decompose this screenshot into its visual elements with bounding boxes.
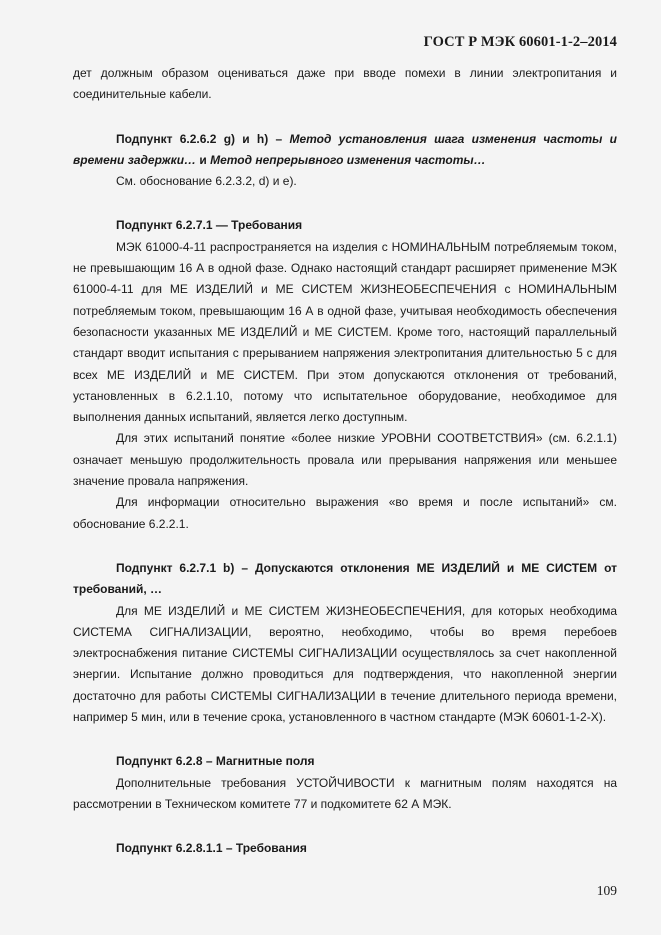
paragraph: Дополнительные требования УСТОЙЧИВОСТИ к магнитным полям находятся на рассмотрении в Техническом комитете 77 и подкомитете 62 А МЭК. — [73, 775, 617, 811]
subclause-title-a: Метод установления шага изменения частоты и времени задержки… — [73, 131, 618, 167]
subclause-heading-6-2-7-1-b: Подпункт 6.2.7.1 b) – Допускаются отклонения МЕ ИЗДЕЛИЙ и МЕ СИСТЕМ от требований, … — [73, 560, 617, 597]
document-header: ГОСТ Р МЭК 60601-1-2–2014 — [423, 34, 617, 50]
subclause-label: Подпункт 6.2.6.2 g) и h) – — [116, 131, 290, 146]
subclause-heading-6-2-8-1-1: Подпункт 6.2.8.1.1 – Требования — [116, 841, 307, 856]
page-number: 109 — [596, 883, 617, 898]
subclause-conjunction: и — [196, 152, 211, 167]
document-body — [73, 63, 617, 860]
paragraph: Для информации относительно выражения «во время и после испытаний» см. обоснование 6.2.2.1. — [73, 495, 617, 531]
paragraph-continued: дет должным образом оцениваться даже при вводе помехи в линии электропитания и соединительные кабели. — [73, 66, 617, 102]
subclause-heading-6-2-7-1: Подпункт 6.2.7.1 — Требования — [116, 218, 303, 233]
subclause-heading-6-2-8: Подпункт 6.2.8 – Магнитные поля — [116, 754, 315, 769]
paragraph: Для этих испытаний понятие «более низкие УРОВНИ СООТВЕТСТВИЯ» (см. 6.2.1.1) означает меньшую продолжительность провала или прерывания напряжения или меньшее значение провала напряжения. — [73, 431, 617, 489]
paragraph: МЭК 61000-4-11 распространяется на изделия с НОМИНАЛЬНЫМ потребляемым током, не превышающим 16 А в одной фазе. Однако настоящий стандарт расширяет применение МЭК 61000-4-11 для МЕ ИЗДЕЛИЙ и МЕ СИСТЕМ ЖИЗНЕОБЕСПЕЧЕНИЯ с НОМИНАЛЬНЫМ потребляемым током, превышающим 16 А в одной фазе, учитывая необходимость обеспечения безопасности указанных МЕ ИЗДЕЛИЙ и МЕ СИСТЕМ. Кроме того, настоящий параллельный стандарт вводит испытания с прерыванием напряжения электропитания длительностью 5 с для всех МЕ ИЗДЕЛИЙ и МЕ СИСТЕМ. При этом допускаются отклонения от требований, установленных в 6.2.1.10, потому что испытательное оборудование, необходимое для выполнения данных испытаний, является легко доступным. — [73, 239, 617, 425]
subclause-heading-6-2-6-2 — [73, 129, 617, 172]
subclause-title-b: Метод непрерывного изменения частоты… — [210, 152, 486, 167]
paragraph: См. обоснование 6.2.3.2, d) и e). — [116, 174, 297, 189]
paragraph: Для МЕ ИЗДЕЛИЙ и МЕ СИСТЕМ ЖИЗНЕОБЕСПЕЧЕНИЯ, для которых необходима СИСТЕМА СИГНАЛИЗАЦИИ, вероятно, необходимо, чтобы во время перебоев электроснабжения питание СИСТЕМЫ СИГНАЛИЗАЦИИ осуществлялось за счет накопленной энергии. Испытание должно проводиться для подтверждения, что накопленной энергии достаточно для работы СИСТЕМЫ СИГНАЛИЗАЦИИ в течение длительного периода времени, например 5 мин, или в течение срока, установленного в частном стандарте (МЭК 60601-1-2-Х). — [73, 603, 617, 725]
